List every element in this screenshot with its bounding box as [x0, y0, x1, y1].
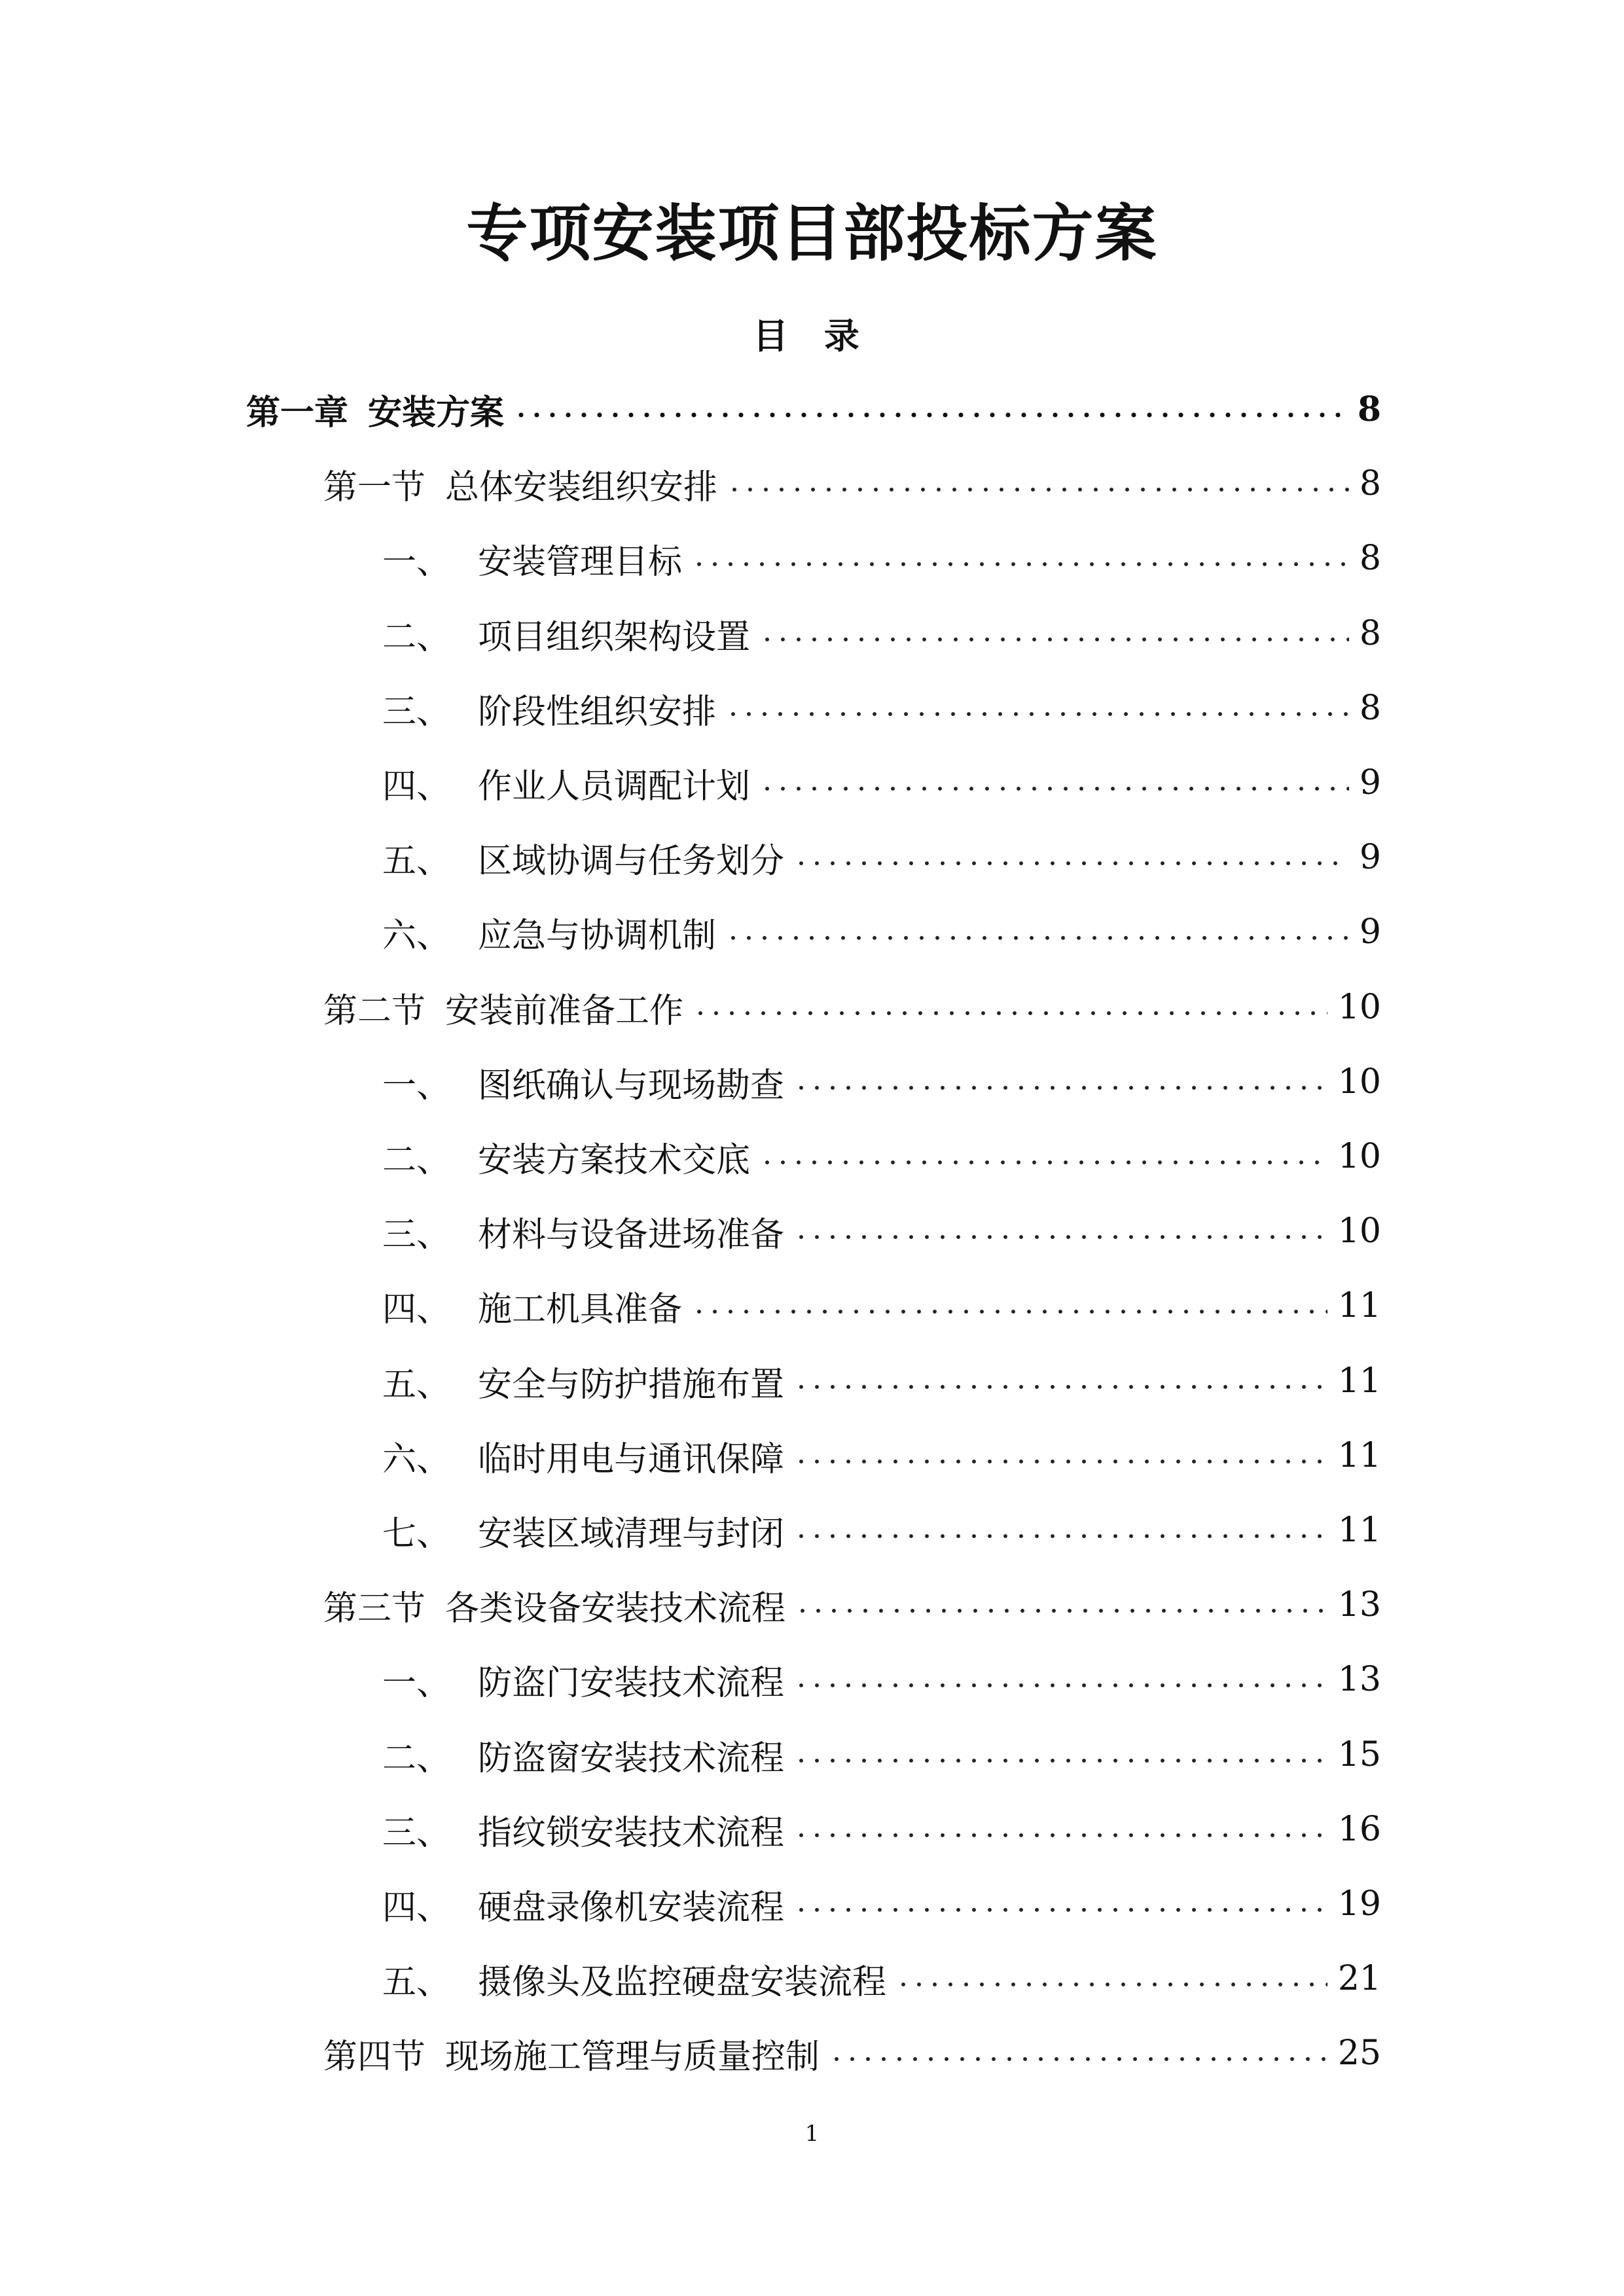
toc-section-entry[interactable] — [323, 454, 1381, 513]
toc-subsection-entry[interactable] — [382, 1949, 1381, 2008]
toc-entry-title: 安全与防护措施布置 — [478, 1365, 785, 1405]
toc-subsection-entry[interactable] — [382, 529, 1381, 588]
toc-entry-title: 摄像头及监控硬盘安装流程 — [478, 1962, 887, 2002]
toc-entry-number: 第四节 — [323, 2037, 426, 2077]
toc-entry-number: 三、 — [382, 692, 451, 732]
dot-leader — [513, 412, 1347, 418]
dot-leader — [725, 711, 1349, 717]
toc-section-entry[interactable] — [323, 2024, 1381, 2083]
toc-subsection-entry[interactable] — [382, 679, 1381, 738]
dot-leader — [793, 1459, 1327, 1464]
toc-entry-title: 材料与设备进场准备 — [478, 1215, 785, 1255]
dot-leader — [691, 1309, 1327, 1314]
toc-entry-number: 四、 — [382, 766, 451, 806]
toc-entry-title: 安装前准备工作 — [445, 991, 684, 1031]
toc-subsection-entry[interactable] — [382, 1352, 1381, 1410]
dot-leader — [793, 1085, 1327, 1090]
toc-entry-number: 四、 — [382, 1888, 451, 1928]
toc-entry-title: 防盗窗安装技术流程 — [478, 1738, 785, 1778]
toc-subsection-entry[interactable] — [382, 1276, 1381, 1335]
toc-entry-page: 8 — [1359, 464, 1381, 503]
dot-leader — [691, 562, 1349, 567]
toc-section-entry[interactable] — [323, 978, 1381, 1037]
dot-leader — [793, 1384, 1327, 1390]
dot-leader — [759, 637, 1349, 642]
toc-entry-page: 13 — [1337, 1660, 1381, 1699]
toc-entry-number: 第一节 — [323, 467, 426, 507]
toc-entry-title: 作业人员调配计划 — [478, 766, 751, 806]
toc-entry-number: 七、 — [382, 1514, 451, 1554]
toc-entry-title: 施工机具准备 — [478, 1289, 683, 1329]
toc-entry-page: 8 — [1359, 689, 1381, 728]
toc-entry-title: 总体安装组织安排 — [445, 467, 718, 507]
toc-subsection-entry[interactable] — [382, 828, 1381, 887]
dot-leader — [793, 1234, 1327, 1240]
toc-entry-number: 第二节 — [323, 991, 426, 1031]
toc-entry-page: 13 — [1337, 1585, 1381, 1624]
toc-entry-title: 阶段性组织安排 — [478, 692, 717, 732]
toc-subsection-entry[interactable] — [382, 1725, 1381, 1784]
toc-entry-number: 三、 — [382, 1215, 451, 1255]
toc-entry-page: 10 — [1337, 1137, 1381, 1176]
toc-entry-number: 一、 — [382, 542, 451, 582]
toc-subsection-entry[interactable] — [382, 1426, 1381, 1485]
toc-entry-title: 安装方案技术交底 — [478, 1140, 751, 1180]
toc-entry-page: 8 — [1359, 539, 1381, 578]
toc-entry-title: 图纸确认与现场勘查 — [478, 1066, 785, 1105]
toc-entry-title: 硬盘录像机安装流程 — [478, 1888, 785, 1928]
dot-leader — [727, 487, 1349, 492]
toc-subsection-entry[interactable] — [382, 1800, 1381, 1859]
dot-leader — [793, 1534, 1327, 1539]
toc-entry-page: 21 — [1337, 1959, 1381, 1998]
toc-entry-number: 二、 — [382, 1140, 451, 1180]
toc-entry-page: 19 — [1337, 1884, 1381, 1924]
toc-entry-page: 16 — [1337, 1810, 1381, 1849]
toc-subsection-entry[interactable] — [382, 604, 1381, 663]
toc-entry-number: 二、 — [382, 1738, 451, 1778]
toc-subsection-entry[interactable] — [382, 1874, 1381, 1933]
toc-entry-title: 防盗门安装技术流程 — [478, 1663, 785, 1703]
toc-entry-page: 10 — [1337, 1062, 1381, 1102]
dot-leader — [793, 1683, 1327, 1688]
toc-subsection-entry[interactable] — [382, 1127, 1381, 1186]
toc-entry-page: 15 — [1337, 1735, 1381, 1774]
toc-subsection-entry[interactable] — [382, 1501, 1381, 1560]
toc-entry-title: 现场施工管理与质量控制 — [445, 2037, 820, 2077]
toc-subsection-entry[interactable] — [382, 1202, 1381, 1261]
toc-subsection-entry[interactable] — [382, 903, 1381, 961]
toc-subsection-entry[interactable] — [382, 1052, 1381, 1111]
toc-entry-page: 11 — [1337, 1286, 1381, 1325]
toc-entry-page: 9 — [1359, 912, 1381, 952]
toc-entry-number: 五、 — [382, 841, 451, 881]
toc-entry-page: 11 — [1337, 1511, 1381, 1550]
dot-leader — [793, 1833, 1327, 1838]
toc-entry-page: 11 — [1337, 1436, 1381, 1475]
toc-section-entry[interactable] — [323, 1575, 1381, 1634]
toc-entry-number: 三、 — [382, 1813, 451, 1853]
toc-entry-number: 二、 — [382, 617, 451, 657]
toc-chapter-entry[interactable] — [246, 380, 1381, 439]
toc-entry-title: 指纹锁安装技术流程 — [478, 1813, 785, 1853]
toc-entry-title: 区域协调与任务划分 — [478, 841, 785, 881]
toc-entry-title: 安装方案 — [368, 392, 505, 433]
toc-entry-title: 安装管理目标 — [478, 542, 683, 582]
page-number: 1 — [804, 2121, 820, 2147]
toc-entry-number: 六、 — [382, 1439, 451, 1479]
toc-entry-number: 五、 — [382, 1962, 451, 2002]
toc-entry-title: 项目组织架构设置 — [478, 617, 751, 657]
toc-entry-page: 8 — [1359, 614, 1381, 653]
dot-leader — [793, 1907, 1327, 1912]
dot-leader — [795, 1608, 1327, 1613]
toc-entry-title: 各类设备安装技术流程 — [445, 1588, 786, 1628]
toc-entry-page: 9 — [1359, 838, 1381, 877]
dot-leader — [895, 1982, 1327, 1987]
toc-entry-page: 8 — [1357, 389, 1381, 429]
toc-entry-number: 一、 — [382, 1663, 451, 1703]
dot-leader — [829, 2056, 1327, 2062]
toc-entry-number: 六、 — [382, 916, 451, 956]
document-title: 专项安装项目部投标方案 — [466, 198, 1158, 270]
toc-entry-page: 11 — [1337, 1361, 1381, 1401]
toc-entry-number: 第一章 — [246, 392, 349, 433]
toc-entry-number: 一、 — [382, 1066, 451, 1105]
toc-entry-number: 四、 — [382, 1289, 451, 1329]
dot-leader — [759, 1160, 1327, 1165]
toc-entry-page: 9 — [1359, 763, 1381, 802]
toc-entry-number: 第三节 — [323, 1588, 426, 1628]
dot-leader — [759, 786, 1349, 791]
toc-entry-page: 25 — [1337, 2034, 1381, 2073]
toc-entry-page: 10 — [1337, 988, 1381, 1027]
toc-subsection-entry[interactable] — [382, 1650, 1381, 1709]
toc-heading: 目 录 — [753, 315, 871, 357]
toc-entry-number: 五、 — [382, 1365, 451, 1405]
toc-entry-title: 临时用电与通讯保障 — [478, 1439, 785, 1479]
toc-subsection-entry[interactable] — [382, 753, 1381, 812]
dot-leader — [693, 1011, 1327, 1016]
toc-entry-title: 安装区域清理与封闭 — [478, 1514, 785, 1554]
toc-entry-page: 10 — [1337, 1211, 1381, 1251]
dot-leader — [725, 935, 1349, 941]
toc-entry-title: 应急与协调机制 — [478, 916, 717, 956]
dot-leader — [793, 1758, 1327, 1763]
dot-leader — [793, 861, 1349, 866]
